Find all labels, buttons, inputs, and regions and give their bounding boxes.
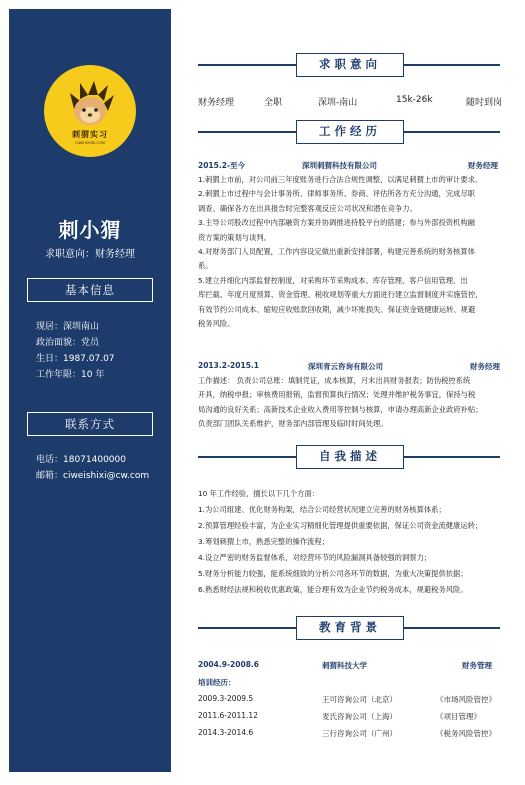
basic-info-item: 工作年限：10 年 <box>36 370 105 380</box>
basic-info-item: 生日：1987.07.07 <box>36 354 115 364</box>
intent-availability: 随时到岗 <box>466 98 503 108</box>
intent-salary: 15k-26k <box>396 95 433 105</box>
section-title: 自我描述 <box>296 445 404 469</box>
work-line: 4.对财务部门人员配置，工作内容设定做出重新安排部署，构建完善系统的财务核算体 <box>198 247 475 257</box>
work-line: 工作描述： 负责公司总账：填制凭证，成本核算，月末出具财务报表；防伪税控系统 <box>198 376 471 385</box>
training-period: 2009.3-2009.5 <box>198 694 254 703</box>
email-text: 邮箱：ciweishixi@cw.com <box>36 471 150 481</box>
training-course: 《市场风险管控》 <box>436 695 496 704</box>
basic-info-item: 现居：深圳南山 <box>36 322 100 332</box>
training-course: 《税务风险管控》 <box>436 729 496 738</box>
contact-title: 联系方式 <box>27 412 153 436</box>
work-entry-body <box>198 374 506 432</box>
work-period: 2013.2-2015.1 <box>198 361 259 370</box>
self-desc-line: 10 年工作经验，擅长以下几个方面： <box>198 489 320 498</box>
work-period: 2015.2-至今 <box>198 161 246 170</box>
work-line: 调查、确保各方在出具报告时完整客观反应公司状况和潜在竞争力。 <box>198 203 417 213</box>
training-period: 2014.3-2014.6 <box>198 728 254 737</box>
work-line: 库拦截、年度月度预算、资金管理、税收规划等重大方面进行建立监督制度并实施管控， <box>198 290 483 300</box>
work-company: 深圳青云咨询有限公司 <box>308 362 383 371</box>
self-desc-line: 6.熟悉财经法规和税收优惠政策，能合理有效为企业节约税务成本，规避税务风险。 <box>198 585 468 594</box>
section-self <box>198 445 500 469</box>
training-row <box>198 694 500 711</box>
intent-location: 深圳-南山 <box>318 98 358 108</box>
work-line: 5.建立并细化内部监督控制度，对采购环节采购成本、库存管理、客户信用管理、出 <box>198 275 468 285</box>
candidate-name: 刺小猬 <box>58 218 122 242</box>
sidebar <box>9 9 171 772</box>
self-desc-line: 1.为公司组建、优化财务构架，结合公司经营状况建立完善的财务核算体系； <box>198 505 446 514</box>
work-line: 2.刺猬上市过程中与会计事务所、律师事务所、券商、评估所各方充分沟通，完成尽职 <box>198 189 475 199</box>
training-course: 《项目管理》 <box>436 712 481 721</box>
section-title: 教育背景 <box>296 616 404 640</box>
work-line: 资方案的策划与谈判。 <box>198 232 271 242</box>
training-row <box>198 728 500 745</box>
section-edu <box>198 616 500 640</box>
training-period: 2011.6-2011.12 <box>198 711 258 720</box>
logo-text: 刺猬实习 <box>72 130 108 139</box>
work-line: 3.主导公司股改过程中内部融资方案并协调推进持股平台的搭建；参与外部投资机构融 <box>198 218 475 228</box>
self-desc-line: 2.预算管理经验丰富，为企业实习精细化管理提供重要依据，保证公司资金流健康运转； <box>198 521 483 530</box>
training-label: 培训经历： <box>198 678 236 687</box>
training-row <box>198 711 500 728</box>
work-line: 系。 <box>198 261 213 271</box>
self-desc-line: 3.筹划刺猬上市，熟悉完整的操作流程； <box>198 537 330 546</box>
avatar <box>44 65 136 157</box>
phone-text: 电话：18071400000 <box>36 455 126 465</box>
edu-period: 2004.9-2008.6 <box>198 660 259 669</box>
work-line: 局沟通的良好关系；高新技术企业收入费用等控制与核算，申请办理高新企业政府补贴； <box>198 404 483 414</box>
self-desc-body <box>198 486 506 598</box>
logo-subtext: CIWEISHIXI.COM <box>75 141 105 145</box>
training-org: 麦氏咨询公司（上海） <box>322 712 397 721</box>
work-role: 财务经理 <box>470 362 500 371</box>
edu-major: 财务管理 <box>462 661 492 670</box>
education-row <box>198 660 500 677</box>
work-line: 负责部门团队关系维护，财务部内部管理及临时时间处理。 <box>198 419 388 429</box>
work-line: 税务风险。 <box>198 319 235 329</box>
self-desc-line: 5.财务分析能力较强，能系统细致的分析公司各环节的数据，为重大决策提供依据； <box>198 569 468 578</box>
basic-info-item: 政治面貌：党员 <box>36 338 100 348</box>
work-line: 1.刺猬上市前，对公司前三年度账务进行合法合规性调整，以满足刺猬上市的审计要求。 <box>198 175 483 184</box>
intent-position: 财务经理 <box>198 98 235 108</box>
intent-type: 全职 <box>264 98 283 108</box>
self-desc-line: 4.设立严密的财务监督体系，对经营环节的风险漏洞具备较强的洞察力； <box>198 553 432 562</box>
training-org: 三行咨询公司（广州） <box>322 729 397 738</box>
section-work <box>198 120 500 144</box>
education-block <box>198 660 500 745</box>
work-entry-body <box>198 173 506 331</box>
candidate-intent: 求职意向：财务经理 <box>45 249 135 260</box>
work-role: 财务经理 <box>468 161 498 170</box>
work-line: 开具，纳税申报；审核费用报销，监督预算执行情况；处理并维护税务事宜，保持与税 <box>198 390 476 400</box>
basic-info-title: 基本信息 <box>27 278 153 302</box>
section-job-intent <box>198 53 500 77</box>
work-company: 深圳刺猬科技有限公司 <box>302 161 377 170</box>
training-org: 王可咨询公司（北京） <box>322 695 397 704</box>
basic-info-list <box>36 319 115 383</box>
work-line: 有效节约公司成本、缩短应收账款回收期，减少坏账损失、保证资金链健康运转、规避 <box>198 304 476 314</box>
training-label-row <box>198 677 500 694</box>
section-title: 求职意向 <box>296 53 404 77</box>
edu-school: 刺猬科技大学 <box>322 661 367 670</box>
contact-list <box>36 452 149 484</box>
section-title: 工作经历 <box>296 120 404 144</box>
